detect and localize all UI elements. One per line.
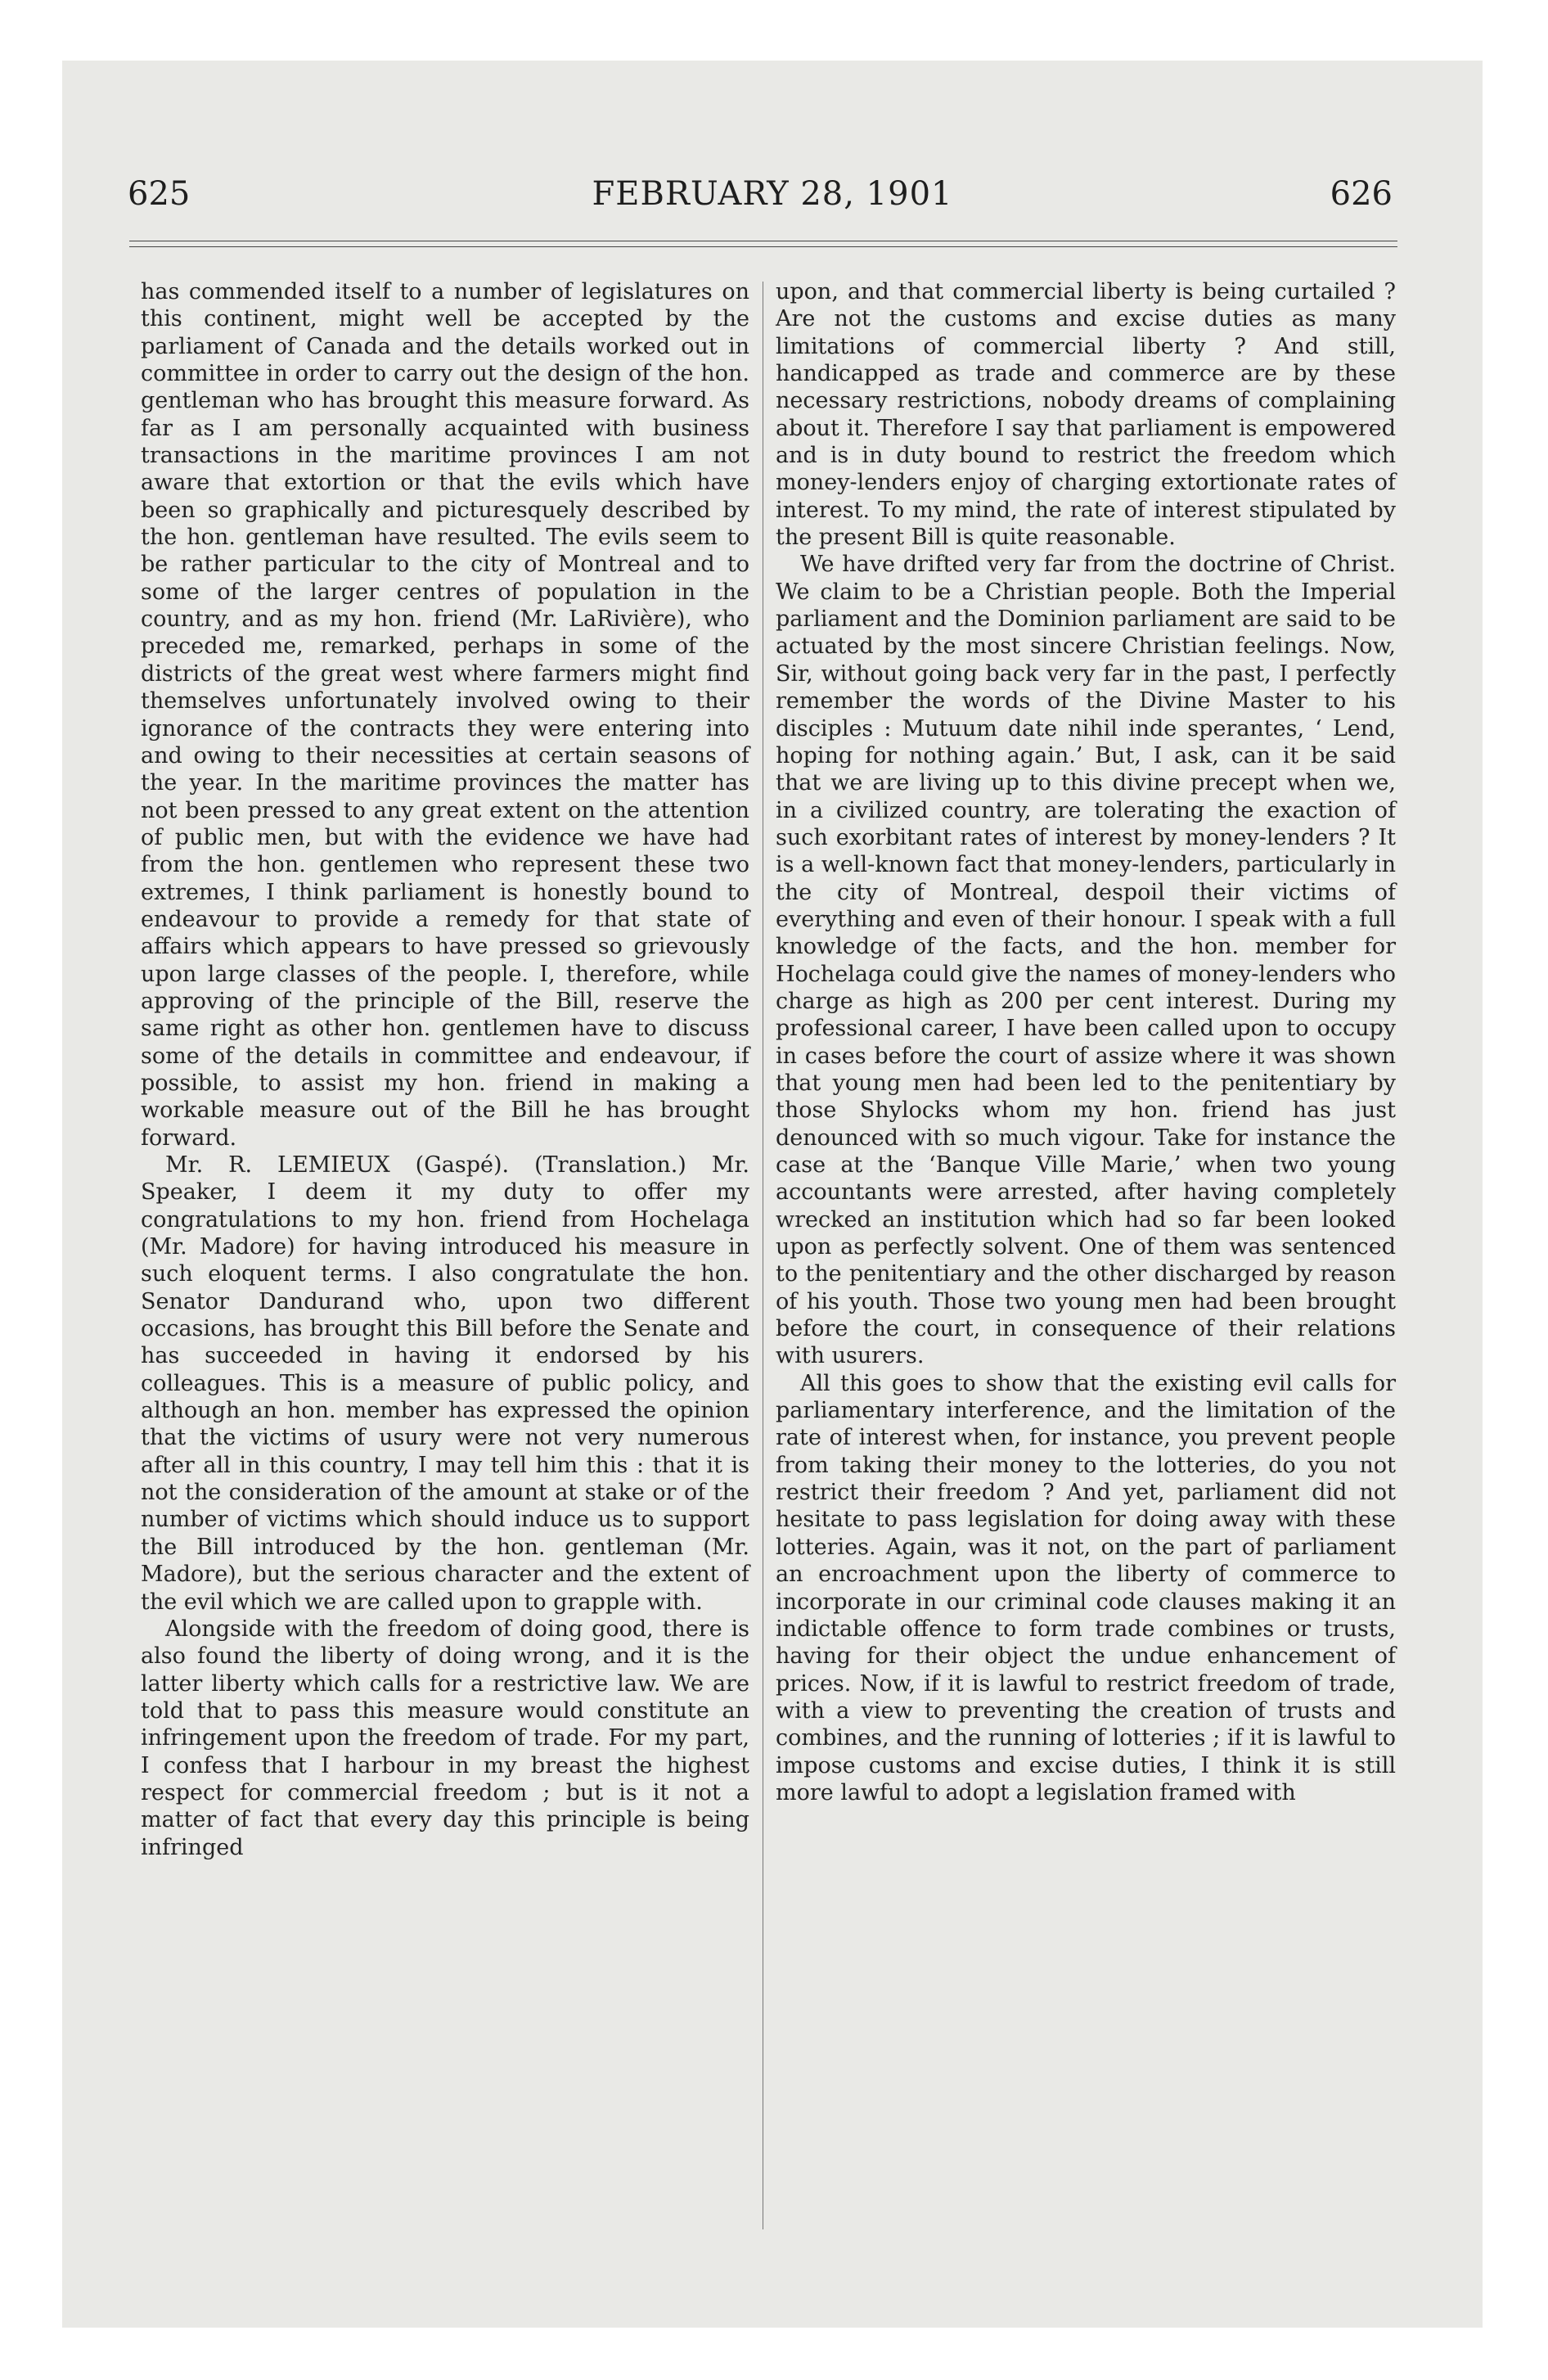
paragraph: All this goes to show that the existing evil calls for parliamentary interference, and the limitation of the rate of interest when, for instance, you prevent people from taking their money to the lotteries, do you not restrict their freedom ? And yet, parliament did not hesitate to pass legislation for doing away with these lotteries. Again, was it not, on the part of parliament an encroachment upon the liberty of commerce to incorporate in our criminal code clauses making it an indictable offence to form trade combines or trusts, having for their object the undue enhancement of prices. Now, if it is lawful to restrict freedom of trade, with a view to preventing the creation of trusts and combines, and the running of lotteries ; if it is lawful to impose customs and excise duties, I think it is still more lawful to adopt a legislation framed with bbox=[776, 1370, 1396, 1805]
paragraph: has commended itself to a number of legislatures on this continent, might well be accepted by the parliament of Canada and the details worked out in committee in order to carry out the design of the hon. gentleman who has brought this measure forward. As far as I am personally acquainted with business transactions in the maritime provinces I am not aware that extortion or that the evils which have been so graphically and picturesquely described by the hon. gentleman have resulted. The evils seem to be rather particular to the city of Montreal and to some of the larger centres of population in the country, and as my hon. friend (Mr. LaRivière), who preceded me, remarked, perhaps in some of the districts of the great west where farmers might find themselves unfortunately involved owing to their ignorance of the contracts they were entering into and owing to their necessities at certain seasons of the year. In the maritime provinces the matter has not been pressed to any great extent on the attention of public men, but with the evidence we have had from the hon. gentlemen who represent these two extremes, I think parliament is honestly bound to endeavour to provide a remedy for that state of affairs which appears to have pressed so grievously upon large classes of the people. I, therefore, while approving of the principle of the Bill, reserve the same right as other hon. gentlemen have to discuss some of the details in committee and endeavour, if possible, to assist my hon. friend in making a workable measure out of the Bill he has brought forward. bbox=[141, 279, 749, 1151]
paragraph: Alongside with the freedom of doing good, there is also found the liberty of doing wrong, and it is the latter liberty which calls for a restrictive law. We are told that to pass this measure would constitute an infringement upon the freedom of trade. For my part, I confess that I harbour in my breast the highest respect for commercial freedom ; but is it not a matter of fact that every day this principle is being infringed bbox=[141, 1616, 749, 1860]
paragraph: upon, and that commercial liberty is being curtailed ? Are not the customs and excise duties as many limitations of commercial liberty ? And still, handicapped as trade and commerce are by these necessary restrictions, nobody dreams of complaining about it. Therefore I say that parliament is empowered and is in duty bound to restrict the freedom which money-lenders enjoy of charging extortionate rates of interest. To my mind, the rate of interest stipulated by the present Bill is quite reasonable. bbox=[776, 279, 1396, 551]
header-rule-bottom bbox=[129, 246, 1397, 247]
scanned-page bbox=[62, 61, 1483, 2328]
page-number-left: 625 bbox=[128, 175, 191, 213]
paragraph: Mr. R. LEMIEUX (Gaspé). (Translation.) Mr. Speaker, I deem it my duty to offer my congratulations to my hon. friend from Hochelaga (Mr. Madore) for having introduced his measure in such eloquent terms. I also congratulate the hon. Senator Dandurand who, upon two different occasions, has brought this Bill before the Senate and has succeeded in having it endorsed by his colleagues. This is a measure of public policy, and although an hon. member has expressed the opinion that the victims of usury were not very numerous after all in this country, I may tell him this : that it is not the consideration of the amount at stake or of the number of victims which should induce us to support the Bill introduced by the hon. gentleman (Mr. Madore), but the serious character and the extent of the evil which we are called upon to grapple with. bbox=[141, 1152, 749, 1615]
page-date-title: FEBRUARY 28, 1901 bbox=[592, 175, 953, 213]
left-column bbox=[141, 278, 749, 2251]
page-header bbox=[62, 175, 1483, 224]
right-column bbox=[776, 278, 1396, 2251]
paragraph: We have drifted very far from the doctrine of Christ. We claim to be a Christian people. Both the Imperial parliament and the Dominion parliament are said to be actuated by the most sincere Christian feelings. Now, Sir, without going back very far in the past, I perfectly remember the words of the Divine Master to his disciples : Mutuum date nihil inde sperantes, ‘ Lend, hoping for nothing again.’ But, I ask, can it be said that we are living up to this divine precept when we, in a civilized country, are tolerating the exaction of such exorbitant rates of interest by money-lenders ? It is a well-known fact that money-lenders, particularly in the city of Montreal, despoil their victims of everything and even of their honour. I speak with a full knowledge of the facts, and the hon. member for Hochelaga could give the names of money-lenders who charge as high as 200 per cent interest. During my professional career, I have been called upon to occupy in cases before the court of assize where it was shown that young men had been led to the penitentiary by those Shylocks whom my hon. friend has just denounced with so much vigour. Take for instance the case at the ‘Banque Ville Marie,’ when two young accountants were arrested, after having completely wrecked an institution which had so far been looked upon as perfectly solvent. One of them was sentenced to the penitentiary and the other discharged by reason of his youth. Those two young men had been brought before the court, in consequence of their relations with usurers. bbox=[776, 552, 1396, 1369]
page-number-right: 626 bbox=[1330, 175, 1393, 213]
